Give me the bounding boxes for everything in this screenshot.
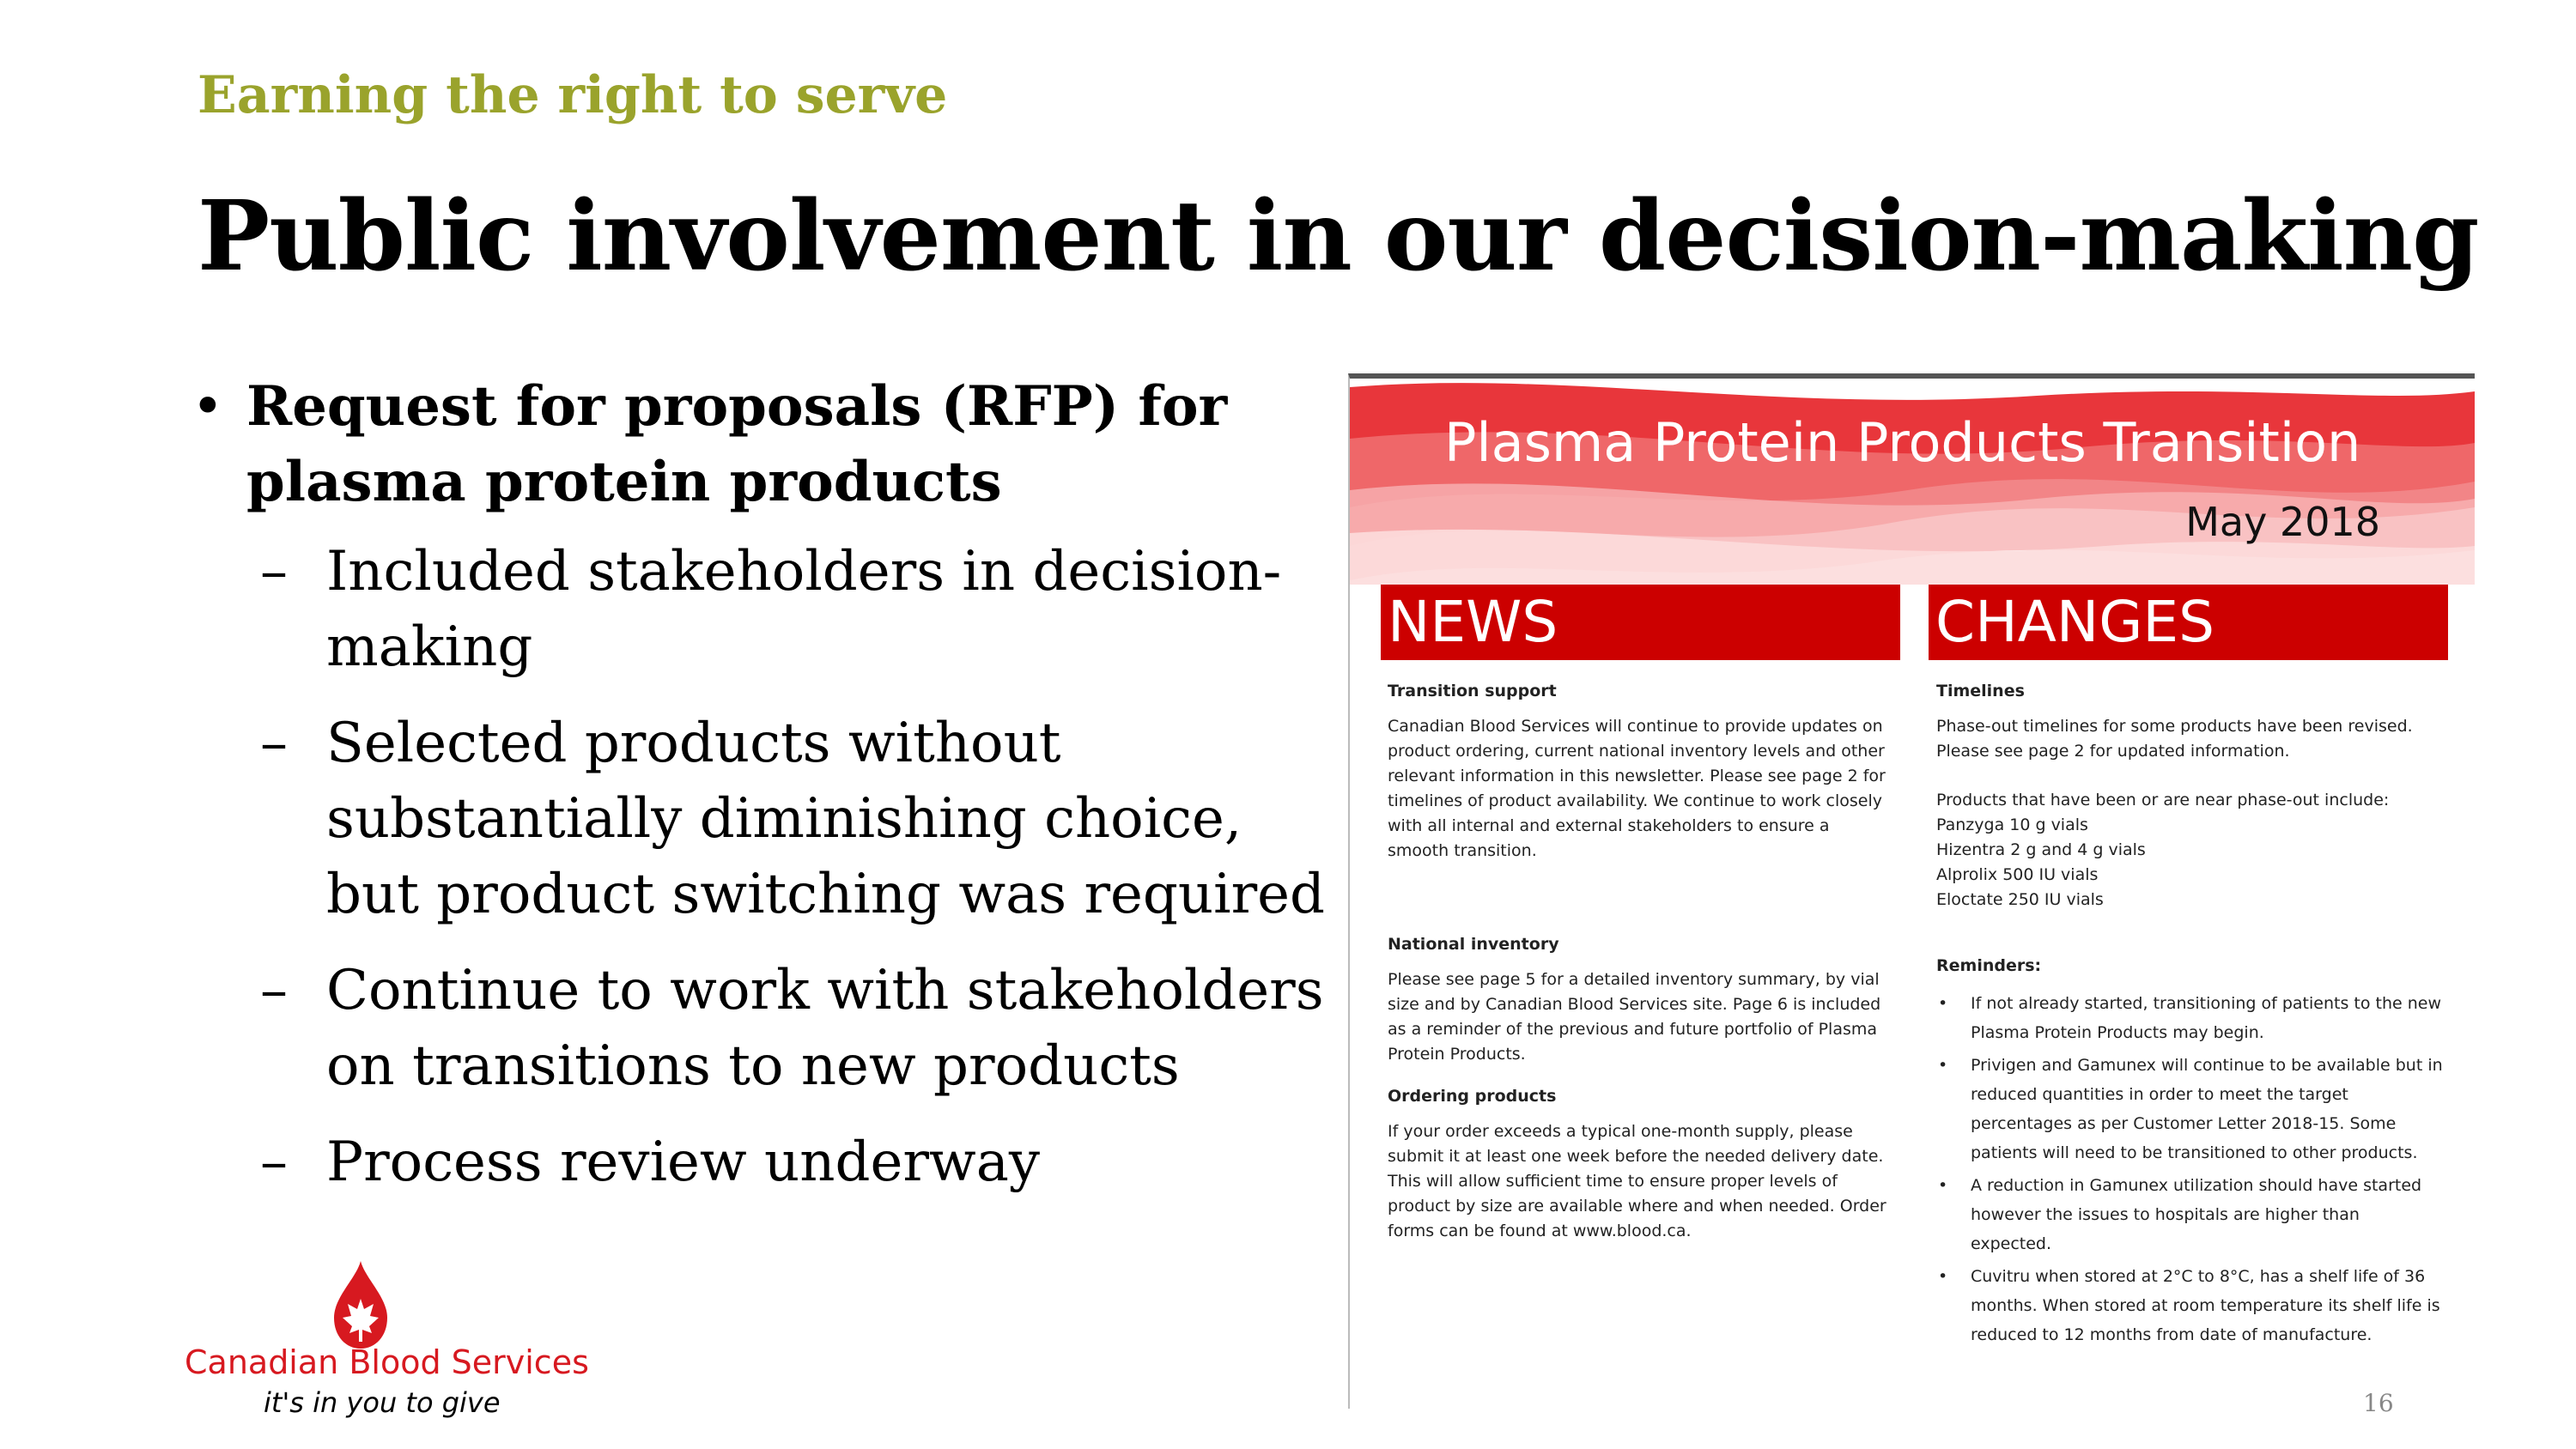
company-logo: [185, 1258, 589, 1421]
dash-marker: –: [260, 712, 288, 775]
bullet-list: [185, 369, 1335, 1221]
dash-marker: –: [260, 1131, 288, 1194]
phase-out-item: Eloctate 250 IU vials: [1936, 890, 2104, 909]
reminders-list: [1936, 989, 2443, 1349]
reminder-item: • Cuvitru when stored at 2°C to 8°C, has a shelf life of 36 months. When stored at room temperature its shelf life is reduced to 12 months from date of manufacture.: [1936, 1262, 2443, 1349]
section-title: Earning the right to serve: [197, 65, 948, 125]
sub-bullet: [185, 1125, 1335, 1200]
dash-marker: –: [260, 540, 288, 603]
phase-out-item: Hizentra 2 g and 4 g vials: [1936, 840, 2146, 859]
changes-header: CHANGES: [1929, 585, 2448, 660]
slide-title: Public involvement in our decision-making: [197, 180, 2479, 293]
page-number: 16: [2363, 1389, 2394, 1417]
news-column: [1388, 679, 1894, 1244]
reminder-item: • If not already started, transitioning of patients to the new Plasma Protein Products may begin.: [1936, 989, 2443, 1047]
blood-drop-maple-leaf-icon: [322, 1258, 399, 1352]
timelines-heading: Timelines: [1936, 682, 2025, 700]
sub-bullet: [185, 953, 1335, 1104]
transition-support-text: Canadian Blood Services will continue to provide updates on product ordering, current national inventory levels and other relevant information in this newsletter. Please see page 2 for timelines of product availability. We continue to work closely with all internal and external stakeholders to ensure a smooth transition.: [1388, 717, 1886, 860]
main-bullet: [185, 369, 1335, 520]
bullet-marker: •: [191, 375, 224, 439]
sub-bullet-list: [185, 534, 1335, 1200]
sub-bullet-text: Selected products without substantially diminishing choice, but product switching was required: [326, 712, 1325, 926]
reminder-item: • Privigen and Gamunex will continue to be available but in reduced quantities in order to meet the target percentages as per Customer Letter 2018-15. Some patients will need to be transitioned to other products.: [1936, 1051, 2443, 1167]
ordering-products-text: If your order exceeds a typical one-month supply, please submit it at least one week before the needed delivery date. This will allow sufficient time to ensure proper levels of product by size are available where and when needed. Order forms can be found at www.blood.ca.: [1388, 1122, 1886, 1240]
sub-bullet-text: Included stakeholders in decision-making: [326, 540, 1282, 679]
newsletter-image: [1348, 373, 2475, 1409]
timelines-text: Phase-out timelines for some products have been revised. Please see page 2 for updated information.: [1936, 717, 2413, 761]
newsletter-banner: [1350, 379, 2475, 585]
dash-marker: –: [260, 959, 288, 1022]
sub-bullet: [185, 534, 1335, 685]
sub-bullet-text: Continue to work with stakeholders on transitions to new products: [326, 959, 1324, 1098]
ordering-products-heading: Ordering products: [1388, 1087, 1557, 1106]
reminder-item: • A reduction in Gamunex utilization should have started however the issues to hospitals are higher than expected.: [1936, 1171, 2443, 1258]
news-header: NEWS: [1381, 585, 1900, 660]
phase-out-item: Alprolix 500 IU vials: [1936, 865, 2099, 884]
newsletter-date: May 2018: [2185, 499, 2380, 545]
main-bullet-text: Request for proposals (RFP) for plasma protein products: [246, 374, 1228, 514]
newsletter-title: Plasma Protein Products Transition: [1444, 411, 2361, 474]
national-inventory-text: Please see page 5 for a detailed inventory summary, by vial size and by Canadian Blood Services site. Page 6 is included as a reminder of the previous and future portfolio of Plasma Protein Products.: [1388, 970, 1881, 1064]
phase-out-item: Panzyga 10 g vials: [1936, 815, 2088, 834]
national-inventory-heading: National inventory: [1388, 935, 1559, 954]
logo-name: Canadian Blood Services: [185, 1343, 589, 1381]
transition-support-heading: Transition support: [1388, 682, 1557, 700]
phase-out-intro: Products that have been or are near phase-out include:: [1936, 791, 2390, 809]
sub-bullet-text: Process review underway: [326, 1131, 1040, 1194]
sub-bullet: [185, 706, 1335, 932]
changes-column: [1936, 679, 2443, 1353]
reminders-heading: Reminders:: [1936, 956, 2042, 975]
logo-tagline: it's in you to give: [264, 1386, 501, 1419]
